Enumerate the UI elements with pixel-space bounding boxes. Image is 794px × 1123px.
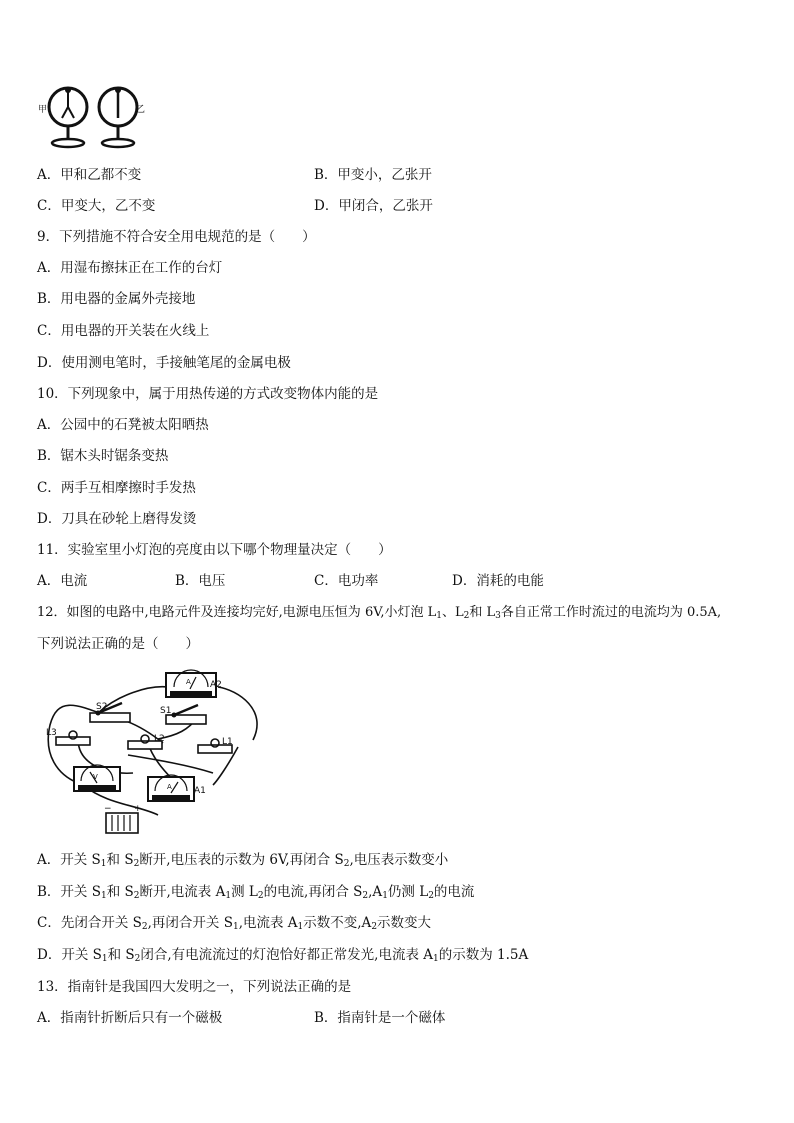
q12-option-d[interactable]: D．开关 $S_1$和 $S_2$闭合,有电流流过的灯泡恰好都正常发光,电流表 $A_1$的示数为 1.5A [37, 947, 529, 964]
q9-option-d[interactable]: D．使用测电笔时，手接触笔尾的金属电极 [37, 355, 291, 371]
q10-stem: 10．下列现象中，属于用热传递的方式改变物体内能的是 [37, 386, 379, 402]
ammeter-a2 [166, 670, 216, 697]
q9-option-b[interactable]: B．用电器的金属外壳接地 [37, 291, 196, 307]
battery-minus: − [104, 804, 112, 814]
label-s2: S2 [96, 702, 108, 712]
electroscope-jia [49, 87, 87, 147]
q11-option-c[interactable]: C．电功率 [314, 573, 379, 589]
circuit-figure [38, 665, 268, 837]
q10-option-b[interactable]: B．锯木头时锯条变热 [37, 448, 169, 464]
q12-option-c[interactable]: C．先闭合开关 $S_2$,再闭合开关 $S_1$,电流表 $A_1$示数不变$,A_2$示数变大 [37, 915, 432, 932]
voltmeter-face: V [93, 773, 98, 781]
q8-option-b[interactable]: B．甲变小，乙张开 [314, 167, 432, 183]
label-a2: A2 [210, 680, 222, 690]
q10-option-c[interactable]: C．两手互相摩擦时手发热 [37, 480, 196, 496]
ammeter-a2-face: A [186, 678, 191, 686]
label-jia: 甲 [38, 105, 48, 115]
electroscope-figure [38, 85, 148, 155]
q11-stem: 11．实验室里小灯泡的亮度由以下哪个物理量决定（ ） [37, 542, 392, 558]
q12-stem-line1: 12．如图的电路中,电路元件及连接均完好,电源电压恒为 6V,小灯泡 $L_1$、$L_2$和 $L_3$各自正常工作时流过的电流均为 0.5A, [37, 605, 722, 621]
q12-option-b[interactable]: B．开关 $S_1$和 $S_2$断开,电流表 $A_1$测 $L_2$的电流,再闭合 $S_2,A_1$仍测 $L_2$的电流 [37, 884, 475, 901]
q12-option-a[interactable]: A．开关 $S_1$和 $S_2$断开,电压表的示数为 6V,再闭合 $S_2$,电压表示数变小 [37, 852, 449, 869]
label-s1: S1 [160, 706, 172, 716]
q8-option-a[interactable]: A．甲和乙都不变 [37, 167, 142, 183]
battery-plus: + [134, 804, 142, 814]
q13-option-a[interactable]: A．指南针折断后只有一个磁极 [37, 1010, 223, 1026]
q9-option-a[interactable]: A．用湿布擦抹正在工作的台灯 [37, 260, 223, 276]
label-a1: A1 [194, 786, 206, 796]
q10-option-a[interactable]: A．公园中的石凳被太阳晒热 [37, 417, 209, 433]
label-l2: L2 [154, 734, 165, 744]
label-l3: L3 [46, 728, 57, 738]
q12-stem-line2: 下列说法正确的是（ ） [37, 636, 199, 652]
q9-option-c[interactable]: C．用电器的开关装在火线上 [37, 323, 210, 339]
q9-stem: 9．下列措施不符合安全用电规范的是（ ） [37, 229, 316, 245]
q11-option-b[interactable]: B．电压 [175, 573, 226, 589]
q11-option-d[interactable]: D．消耗的电能 [452, 573, 544, 589]
q10-option-d[interactable]: D．刀具在砂轮上磨得发烫 [37, 511, 197, 527]
q8-option-d[interactable]: D．甲闭合，乙张开 [314, 198, 433, 214]
electroscope-yi [99, 87, 137, 147]
q13-stem: 13．指南针是我国四大发明之一，下列说法正确的是 [37, 979, 352, 995]
label-yi: 乙 [136, 105, 146, 115]
label-l1: L1 [222, 737, 233, 747]
battery [106, 813, 138, 833]
switch-s1 [166, 705, 206, 724]
lamp-l3 [56, 731, 90, 745]
q8-option-c[interactable]: C．甲变大，乙不变 [37, 198, 156, 214]
q13-option-b[interactable]: B．指南针是一个磁体 [314, 1010, 446, 1026]
q11-option-a[interactable]: A．电流 [37, 573, 88, 589]
ammeter-a1-face: A [167, 783, 172, 791]
